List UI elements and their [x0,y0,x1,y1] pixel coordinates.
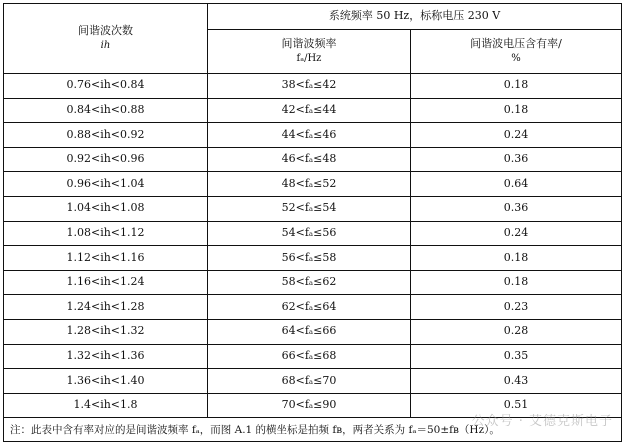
table-row [4,319,622,344]
cell-rate: 0.18 [411,98,622,123]
cell-order: 0.76<ih<0.84 [4,74,208,99]
harmonic-limit-table [3,3,622,442]
cell-rate: 0.18 [411,246,622,271]
cell-rate: 0.24 [411,123,622,148]
cell-order: 1.36<ih<1.40 [4,369,208,394]
cell-rate: 0.18 [411,270,622,295]
cell-order: 0.88<ih<0.92 [4,123,208,148]
table-row [4,295,622,320]
cell-freq: 64<fₐ≤66 [208,319,411,344]
header-frequency-title: 间谐波频率 [281,37,337,51]
cell-freq: 58<fₐ≤62 [208,270,411,295]
watermark: 公众号 · 艾德克斯电子 [471,414,613,429]
cell-rate: 0.24 [411,221,622,246]
header-order [4,4,208,74]
cell-freq: 48<fₐ≤52 [208,172,411,197]
table-row [4,393,622,418]
table-row [4,172,622,197]
table-row [4,221,622,246]
table-row [4,98,622,123]
header-order-symbol: ih [100,40,111,52]
cell-order: 1.12<ih<1.16 [4,246,208,271]
table-row [4,147,622,172]
cell-rate: 0.43 [411,369,622,394]
cell-rate: 0.36 [411,147,622,172]
header-rate [411,30,622,74]
cell-rate: 0.36 [411,196,622,221]
cell-order: 1.08<ih<1.12 [4,221,208,246]
cell-rate: 0.64 [411,172,622,197]
cell-freq: 46<fₐ≤48 [208,147,411,172]
table-row [4,369,622,394]
cell-freq: 38<fₐ≤42 [208,74,411,99]
table-row [4,74,622,99]
header-group: 系统频率 50 Hz，标称电压 230 V [208,4,622,30]
header-rate-unit: % [511,53,521,65]
table-row [4,246,622,271]
table-header-row-1 [4,4,622,30]
header-frequency [208,30,411,74]
cell-freq: 62<fₐ≤64 [208,295,411,320]
cell-order: 1.4<ih<1.8 [4,393,208,418]
cell-rate: 0.18 [411,74,622,99]
cell-rate: 0.35 [411,344,622,369]
table-note: 注：此表中含有率对应的是间谐波频率 fₐ，而图 A.1 的横坐标是拍频 fв，两者关系为 fₐ＝50±fв（Hz）。 [4,418,622,442]
cell-freq: 66<fₐ≤68 [208,344,411,369]
table-row [4,196,622,221]
cell-order: 0.96<ih<1.04 [4,172,208,197]
cell-freq: 70<fₐ≤90 [208,393,411,418]
cell-order: 1.16<ih<1.24 [4,270,208,295]
cell-order: 0.84<ih<0.88 [4,98,208,123]
table-note-row [4,418,622,442]
cell-rate: 0.23 [411,295,622,320]
header-rate-title: 间谐波电压含有率/ [470,37,562,51]
cell-order: 1.32<ih<1.36 [4,344,208,369]
table-row [4,123,622,148]
cell-freq: 54<fₐ≤56 [208,221,411,246]
cell-order: 0.92<ih<0.96 [4,147,208,172]
header-frequency-unit: fₐ/Hz [296,53,322,65]
cell-freq: 68<fₐ≤70 [208,369,411,394]
table-row [4,344,622,369]
cell-freq: 42<fₐ≤44 [208,98,411,123]
cell-freq: 56<fₐ≤58 [208,246,411,271]
header-order-title: 间谐波次数 [78,24,133,38]
cell-freq: 44<fₐ≤46 [208,123,411,148]
cell-order: 1.24<ih<1.28 [4,295,208,320]
table-row [4,270,622,295]
cell-rate: 0.28 [411,319,622,344]
cell-rate: 0.51 [411,393,622,418]
cell-order: 1.04<ih<1.08 [4,196,208,221]
cell-order: 1.28<ih<1.32 [4,319,208,344]
cell-freq: 52<fₐ≤54 [208,196,411,221]
